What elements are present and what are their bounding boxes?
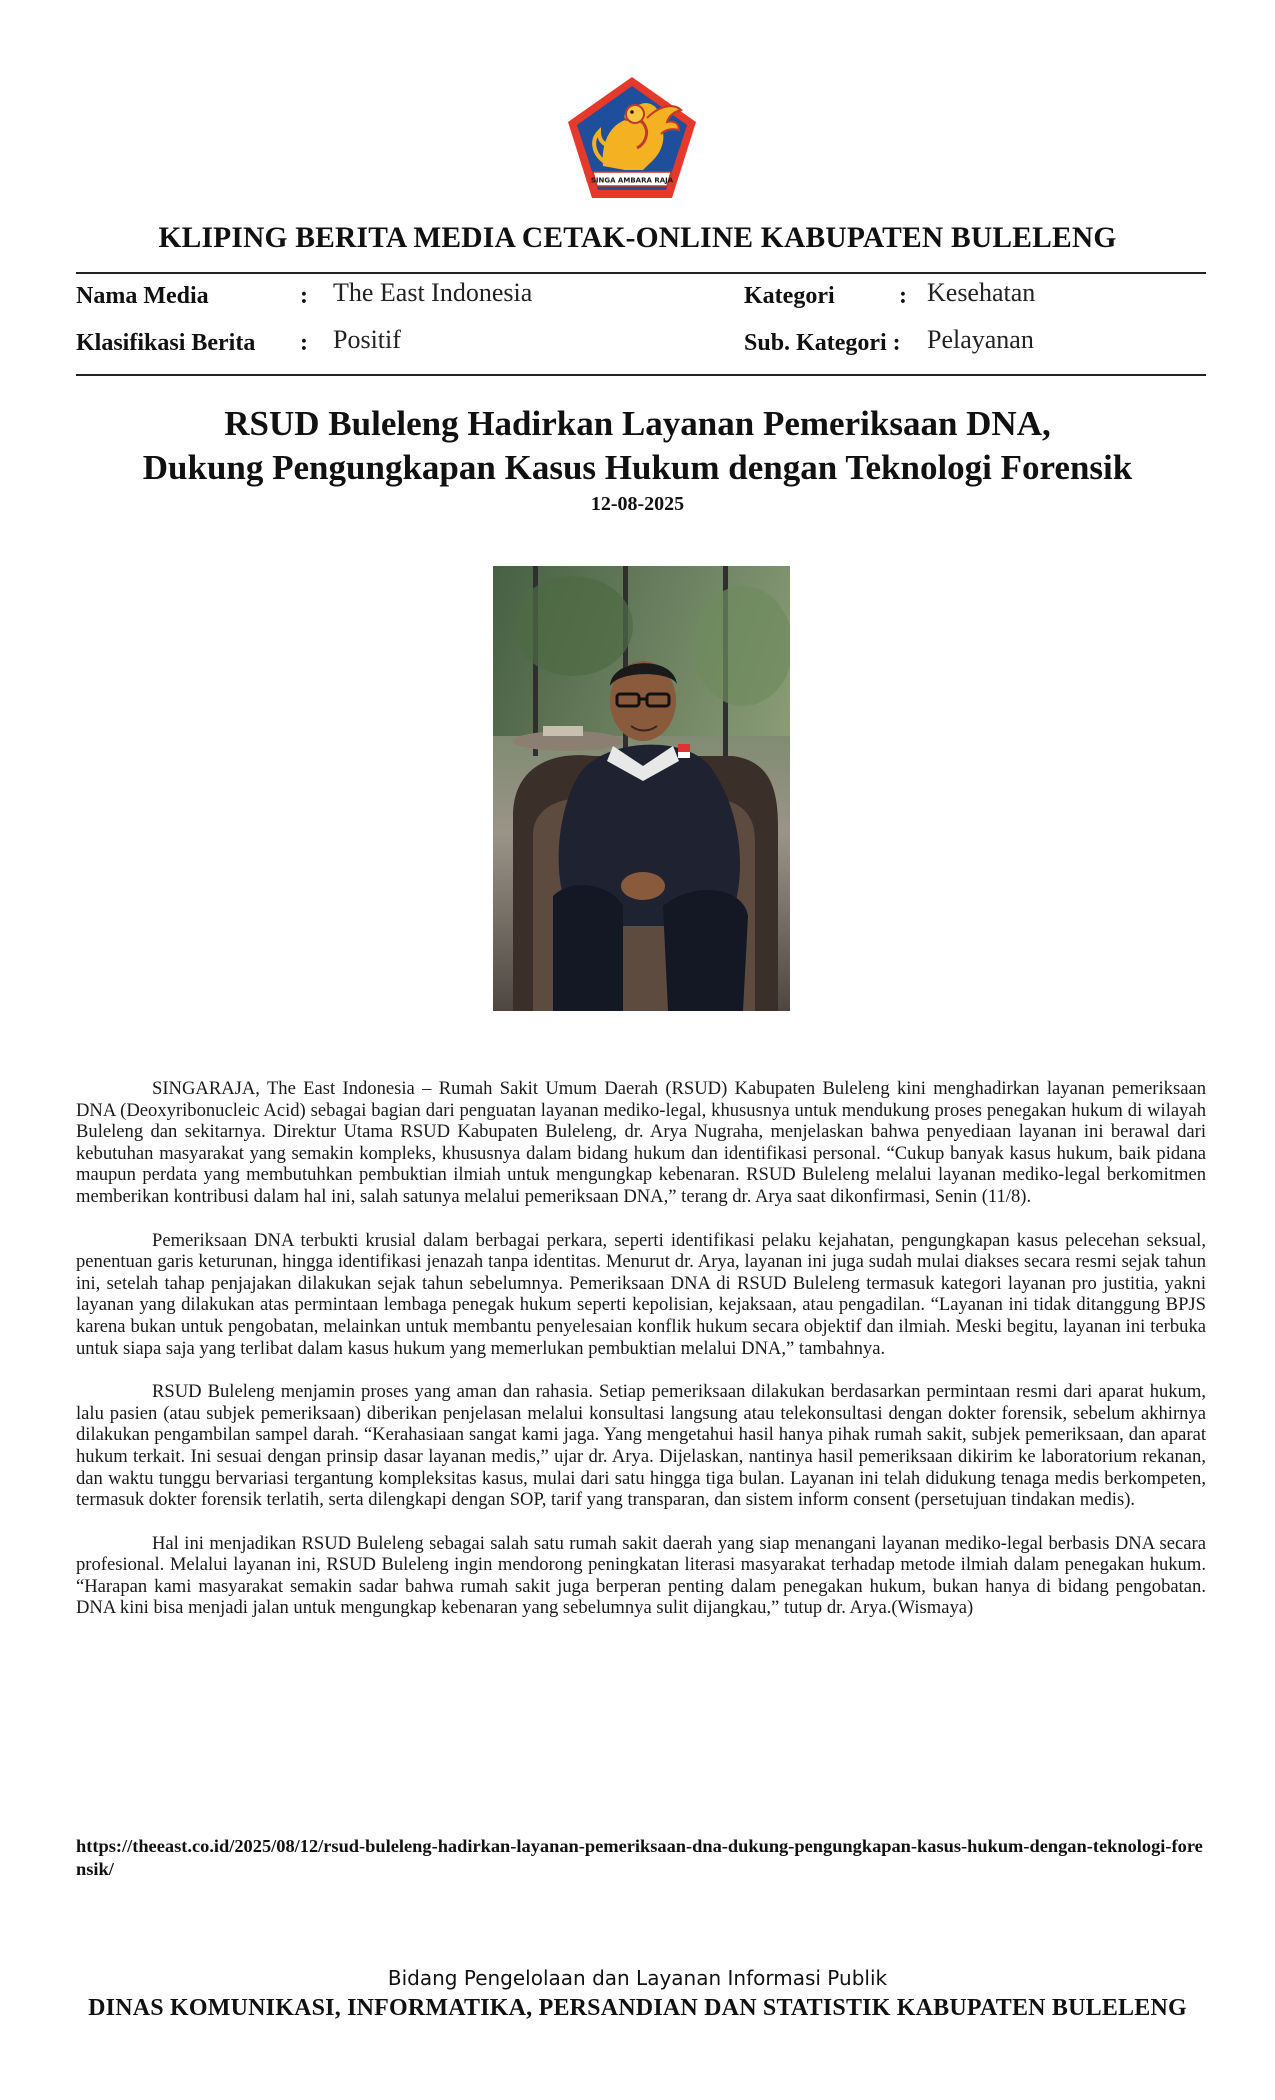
category-colon: : (899, 283, 907, 309)
emblem-motto: SINGA AMBARA RAJA (590, 176, 674, 185)
classification-label: Klasifikasi Berita (76, 330, 256, 356)
header-rule-bottom (76, 374, 1206, 376)
footer-subtitle: Bidang Pengelolaan dan Layanan Informasi Publik (387, 1966, 888, 1990)
classification-value: Positif (333, 325, 401, 354)
category-value: Kesehatan (927, 278, 1036, 307)
header-rule-top (76, 272, 1206, 274)
article-date: 12-08-2025 (590, 493, 685, 515)
media-name-colon: : (300, 283, 308, 309)
article-paragraph-4: Hal ini menjadikan RSUD Buleleng sebagai salah satu rumah sakit daerah yang siap menangani layanan mediko-legal berbasis DNA secara profesional. Melalui layanan ini, RSUD Buleleng ingin mendorong peningkatan literasi masyarakat terhadap metode ilmiah dalam penegakan hukum. “Harapan kami masyarakat semakin sadar bahwa rumah sakit juga berperan penting dalam penegakan hukum, bukan hanya di bidang pengobatan. DNA kini bisa menjadi jalan untuk mengungkap kebenaran yang sebelumnya sulit dijangkau,” tutup dr. Arya.(Wismaya) (76, 1532, 1206, 1619)
media-name-label: Nama Media (76, 283, 209, 309)
category-label: Kategori (744, 283, 835, 309)
article-paragraph-2: Pemeriksaan DNA terbukti krusial dalam berbagai perkara, seperti identifikasi pelaku kejahatan, pengungkapan kasus pelecehan seksual, penentuan garis keturunan, hingga identifikasi jenazah tanpa identitas. Menurut dr. Arya, layanan ini juga sudah mulai diakses secara resmi sejak tahun ini, setelah tahap penjajakan dilakukan sejak tahun sebelumnya. Pemeriksaan DNA di RSUD Buleleng termasuk kategori layanan pro justitia, yakni layanan yang dilakukan atas permintaan lembaga penegak hukum seperti kepolisian, kejaksaan, atau pengadilan. “Layanan ini tidak ditanggung BPJS karena bukan untuk pengobatan, melainkan untuk membantu penyelesaian konflik hukum secara objektif dan ilmiah. Meski begitu, layanan ini terbuka untuk siapa saja yang terlibat dalam kasus hukum yang memerlukan pembuktian melalui DNA,” tambahnya. (76, 1229, 1206, 1359)
subcategory-value: Pelayanan (927, 325, 1034, 354)
singa-ambara-raja-emblem-icon (565, 74, 699, 202)
regency-emblem-logo (565, 74, 699, 202)
article-body (76, 1078, 1206, 1641)
article-headline (0, 402, 1275, 490)
source-url-link[interactable]: https://theeast.co.id/2025/08/12/rsud-buleleng-hadirkan-layanan-pemeriksaan-dna-dukung-pengungkapan-kasus-hukum-dengan-teknologi-forensik/ (76, 1836, 1203, 1879)
headline-line-2: Dukung Pengungkapan Kasus Hukum dengan Teknologi Forensik (142, 448, 1133, 487)
subcategory-label: Sub. Kategori : (744, 330, 901, 356)
article-photo (493, 566, 790, 1011)
kliping-header-title: KLIPING BERITA MEDIA CETAK-ONLINE KABUPATEN BULELENG (158, 222, 1117, 254)
media-name-value: The East Indonesia (333, 278, 533, 307)
seated-man-portrait-photo (493, 566, 790, 1011)
article-paragraph-1: SINGARAJA, The East Indonesia – Rumah Sakit Umum Daerah (RSUD) Kabupaten Buleleng kini menghadirkan layanan pemeriksaan DNA (Deoxyribonucleic Acid) sebagai bagian dari penguatan layanan mediko-legal, khususnya untuk mendukung proses penegakan hukum di wilayah Buleleng dan sekitarnya. Direktur Utama RSUD Kabupaten Buleleng, dr. Arya Nugraha, menjelaskan bahwa penyediaan layanan ini berawal dari kebutuhan masyarakat yang semakin kompleks, khususnya dalam bidang hukum dan identifikasi personal. “Cukup banyak kasus hukum, baik pidana maupun perdata yang membutuhkan pembuktian ilmiah untuk mengungkap kebenaran. RSUD Buleleng melalui layanan mediko-legal berkomitmen memberikan kontribusi dalam hal ini, salah satunya melalui pemeriksaan DNA,” terang dr. Arya saat dikonfirmasi, Senin (11/8). (76, 1078, 1206, 1207)
article-paragraph-3: RSUD Buleleng menjamin proses yang aman dan rahasia. Setiap pemeriksaan dilakukan berdasarkan permintaan resmi dari aparat hukum, lalu pasien (atau subjek pemeriksaan) diberikan penjelasan melalui konsultasi langsung atau telekonsultasi dengan dokter forensik, sebelum akhirnya dilakukan pengambilan sampel darah. “Kerahasiaan sangat kami jaga. Yang mengetahui hasil hanya pihak rumah sakit, subjek pemeriksaan, dan aparat hukum terkait. Ini sesuai dengan prinsip dasar layanan medis,” ujar dr. Arya. Dijelaskan, nantinya hasil pemeriksaan dikirim ke laboratorium rekanan, dan waktu tunggu bervariasi tergantung kompleksitas kasus, mulai dari satu hingga tiga bulan. Layanan ini telah didukung tenaga medis berkompeten, termasuk dokter forensik terlatih, serta dilengkapi dengan SOP, tarif yang transparan, dan sistem inform consent (persetujuan tindakan medis). (76, 1381, 1206, 1511)
footer-department: DINAS KOMUNIKASI, INFORMATIKA, PERSANDIAN DAN STATISTIK KABUPATEN BULELENG (88, 1995, 1187, 2021)
classification-colon: : (300, 330, 308, 356)
headline-line-1: RSUD Buleleng Hadirkan Layanan Pemeriksaan DNA, (224, 404, 1051, 443)
